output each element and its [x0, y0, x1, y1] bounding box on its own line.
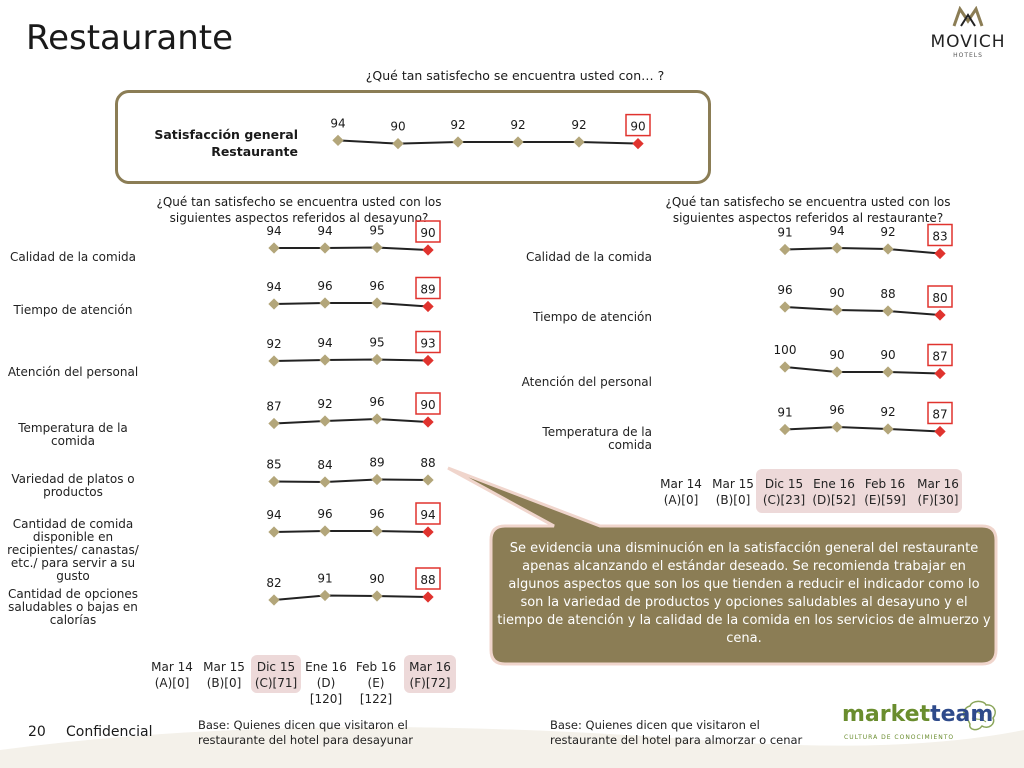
left-row-2-point-1	[319, 354, 330, 365]
left-row-3-point-1	[319, 415, 330, 426]
left-period-d-line1: Ene 16	[305, 660, 347, 674]
right-row-0-value-1: 94	[829, 224, 845, 238]
overall-point-0	[332, 135, 343, 146]
left-period-c-line1: Dic 15	[256, 660, 296, 674]
right-row-2-point-2	[882, 366, 893, 377]
left-period-c-line2: (C)[71]	[254, 676, 298, 690]
left-row-0-value-1: 94	[317, 224, 333, 238]
left-row-6-value-2: 90	[369, 572, 385, 586]
right-row-3-value-1: 96	[829, 403, 845, 417]
right-row-2-value-1: 90	[829, 348, 845, 362]
overall-value-3: 92	[510, 118, 526, 132]
left-row-6-point-1	[319, 590, 330, 601]
left-period-e-line1: Feb 16	[355, 660, 397, 674]
right-row-2-point-3	[934, 368, 945, 379]
left-label-time: Tiempo de atención	[13, 303, 133, 317]
callout-text: Se evidencia una disminución en la satisfacción general del restaurante apenas alcanzando el estándar deseado. Se recomienda trabajar en algunos aspectos que son los que tienden a reducir el indicador como lo son la variedad de productos y opciones saludables al desayuno y el tiempo de atención y la calidad de la comida en los servicios de almuerzo y cena.	[497, 541, 991, 646]
left-row-2-point-3	[422, 355, 433, 366]
right-row-1-value-3: 80	[932, 291, 948, 305]
right-row-0-point-3	[934, 248, 945, 259]
right-row-3-value-2: 92	[880, 405, 896, 419]
right-row-3-point-2	[882, 423, 893, 434]
left-row-2-value-2: 95	[369, 335, 385, 350]
page-title: Restaurante	[26, 18, 234, 58]
right-row-1-value-1: 90	[829, 286, 845, 300]
left-row-6-point-0	[268, 594, 279, 605]
left-row-0-value-0: 94	[266, 224, 282, 238]
right-period-c-line2: (C)[23]	[762, 493, 806, 507]
marketteam-word-b: team	[930, 702, 994, 727]
left-row-6-value-3: 88	[420, 573, 436, 587]
left-row-2-line	[274, 360, 428, 362]
left-row-2-value-0: 92	[266, 337, 282, 351]
left-label-staff: Atención del personal	[7, 365, 139, 379]
left-row-0-point-1	[319, 242, 330, 253]
left-row-5-point-1	[319, 525, 330, 536]
left-row-4-value-3: 88	[420, 456, 436, 470]
overall-point-3	[512, 136, 523, 147]
left-period-f-line1: Mar 16	[409, 660, 451, 674]
right-period-a-line2: (A)[0]	[663, 493, 699, 507]
left-row-0-point-0	[268, 242, 279, 253]
marketteam-sub: CULTURA DE CONOCIMIENTO	[844, 734, 955, 741]
overall-point-2	[452, 136, 463, 147]
right-row-0-line	[785, 248, 940, 254]
right-row-0-point-2	[882, 243, 893, 254]
left-row-6-value-0: 82	[266, 576, 282, 590]
right-row-2-value-2: 90	[880, 348, 896, 362]
overall-value-2: 92	[450, 118, 466, 132]
right-row-3-line	[785, 427, 940, 432]
right-row-3-value-0: 91	[777, 405, 793, 420]
left-row-2-value-1: 94	[317, 336, 333, 350]
left-label-quality: Calidad de la comida	[9, 250, 137, 264]
right-row-1-point-1	[831, 304, 842, 315]
overall-value-0: 94	[330, 116, 346, 131]
left-row-2-point-2	[371, 354, 382, 365]
logo-name: MOVICH	[930, 32, 1006, 52]
left-row-1-point-2	[371, 297, 382, 308]
left-period-b-line2: (B)[0]	[206, 676, 242, 690]
main-question: ¿Qué tan satisfecho se encuentra usted con… ?	[365, 68, 665, 83]
right-period-c-line1: Dic 15	[764, 477, 804, 491]
left-row-6-point-2	[371, 590, 382, 601]
left-row-3-value-1: 92	[317, 397, 333, 411]
left-row-3-point-2	[371, 413, 382, 424]
left-period-e-line2: (E)[122]	[359, 676, 393, 706]
left-row-4-value-2: 89	[369, 455, 385, 470]
right-row-0-value-0: 91	[777, 225, 793, 240]
right-period-e-line2: (E)[59]	[864, 493, 906, 507]
left-row-1-line	[274, 303, 428, 307]
right-period-d-line1: Ene 16	[813, 477, 855, 491]
right-row-1-point-0	[779, 301, 790, 312]
left-row-2-point-0	[268, 355, 279, 366]
overall-label-line1: Satisfacción general	[154, 127, 298, 142]
overall-value-1: 90	[390, 119, 406, 134]
right-row-1-point-2	[882, 305, 893, 316]
right-label-quality: Calidad de la comida	[525, 250, 652, 264]
left-row-1-point-3	[422, 301, 433, 312]
left-row-6-line	[274, 596, 428, 601]
right-row-1-value-2: 88	[880, 287, 896, 301]
logo-sub: HOTELS	[953, 52, 983, 59]
left-row-6-point-3	[422, 591, 433, 602]
left-row-0-line	[274, 248, 428, 251]
marketteam-word-a: market	[842, 702, 931, 727]
left-row-1-value-2: 96	[369, 279, 385, 293]
left-row-1-value-0: 94	[266, 280, 282, 294]
right-period-b-line1: Mar 15	[712, 477, 754, 491]
left-row-1-value-1: 96	[317, 279, 333, 293]
right-question: ¿Qué tan satisfecho se encuentra usted con los siguientes aspectos referidos al restaurante?	[665, 195, 951, 225]
left-row-0-point-2	[371, 242, 382, 253]
right-row-2-value-3: 87	[932, 349, 948, 364]
left-period-b-line1: Mar 15	[203, 660, 245, 674]
left-row-5-value-2: 96	[369, 507, 385, 521]
right-period-d-line2: (D)[52]	[812, 493, 856, 507]
right-row-3-point-3	[934, 426, 945, 437]
right-row-0-value-3: 83	[932, 229, 948, 244]
right-row-2-value-0: 100	[773, 343, 797, 357]
right-row-2-point-1	[831, 366, 842, 377]
overall-point-4	[573, 136, 584, 147]
left-label-healthy: Cantidad de opciones saludables o bajas en calorías	[7, 587, 139, 627]
left-label-variety: Variedad de platos o productos	[11, 472, 135, 499]
left-row-1-point-0	[268, 298, 279, 309]
right-row-0-point-1	[831, 242, 842, 253]
left-row-4-point-3	[422, 474, 433, 485]
left-period-a-line1: Mar 14	[151, 660, 193, 674]
left-row-5-line	[274, 531, 428, 532]
overall-point-5	[632, 138, 643, 149]
right-period-f-line1: Mar 16	[917, 477, 959, 491]
left-row-3-value-0: 87	[266, 399, 282, 414]
right-period-a-line1: Mar 14	[660, 477, 702, 491]
right-row-3-value-3: 87	[932, 407, 948, 422]
left-row-3-value-2: 96	[369, 395, 385, 409]
right-row-2-line	[785, 367, 940, 374]
right-period-b-line2: (B)[0]	[715, 493, 751, 507]
overall-value-4: 92	[571, 118, 587, 132]
left-label-temperature: Temperatura de la comida	[18, 421, 128, 448]
left-period-a-line2: (A)[0]	[154, 676, 190, 690]
right-label-temperature: Temperatura de la comida	[542, 425, 652, 452]
overall-value-5: 90	[630, 119, 646, 134]
right-row-1-value-0: 96	[777, 283, 793, 297]
left-row-4-point-0	[268, 476, 279, 487]
left-row-5-value-3: 94	[420, 508, 436, 522]
right-row-2-point-0	[779, 361, 790, 372]
left-row-2-value-3: 93	[420, 336, 436, 351]
left-row-3-value-3: 90	[420, 398, 436, 412]
base-right: Base: Quienes dicen que visitaron el restaurante del hotel para almorzar o cenar	[550, 718, 803, 747]
left-row-3-line	[274, 419, 428, 424]
left-row-4-point-2	[371, 474, 382, 485]
right-row-0-value-2: 92	[880, 225, 896, 239]
left-row-0-point-3	[422, 244, 433, 255]
right-label-staff: Atención del personal	[521, 375, 652, 389]
left-period-d-line2: (D)[120]	[309, 676, 343, 706]
page-number: 20	[28, 724, 46, 740]
left-row-0-value-3: 90	[420, 226, 436, 240]
overall-label-line2: Restaurante	[211, 144, 298, 159]
left-row-4-line	[274, 480, 428, 483]
overall-line	[338, 140, 638, 143]
left-row-4-value-0: 85	[266, 457, 282, 472]
left-row-6-value-1: 91	[317, 571, 333, 586]
right-row-0-point-0	[779, 244, 790, 255]
left-row-5-point-0	[268, 526, 279, 537]
base-left: Base: Quienes dicen que visitaron el restaurante del hotel para desayunar	[198, 718, 414, 747]
right-row-3-point-0	[779, 424, 790, 435]
left-row-1-point-1	[319, 297, 330, 308]
right-period-f-line2: (F)[30]	[917, 493, 959, 507]
left-row-5-point-2	[371, 525, 382, 536]
right-period-e-line1: Feb 16	[864, 477, 906, 491]
right-label-time: Tiempo de atención	[533, 310, 652, 324]
left-row-5-value-1: 96	[317, 507, 333, 521]
left-row-5-value-0: 94	[266, 508, 282, 522]
left-row-3-point-0	[268, 418, 279, 429]
marketteam-word	[842, 702, 993, 727]
left-row-3-point-3	[422, 416, 433, 427]
left-label-quantity: Cantidad de comida disponible en recipientes/ canastas/ etc./ para servir a su gusto	[7, 517, 139, 583]
overall-point-1	[392, 138, 403, 149]
right-row-1-line	[785, 307, 940, 315]
left-row-0-value-2: 95	[369, 223, 385, 238]
left-row-1-value-3: 89	[420, 282, 436, 297]
right-row-1-point-3	[934, 309, 945, 320]
left-row-4-value-1: 84	[317, 458, 333, 472]
left-row-5-point-3	[422, 526, 433, 537]
left-question: ¿Qué tan satisfecho se encuentra usted con los siguientes aspectos referidos al desayuno?	[156, 195, 442, 225]
marketteam-logo	[840, 700, 1000, 750]
left-period-f-line2: (F)[72]	[409, 676, 451, 690]
right-row-3-point-1	[831, 421, 842, 432]
left-row-4-point-1	[319, 476, 330, 487]
confidential-label: Confidencial	[66, 724, 153, 740]
